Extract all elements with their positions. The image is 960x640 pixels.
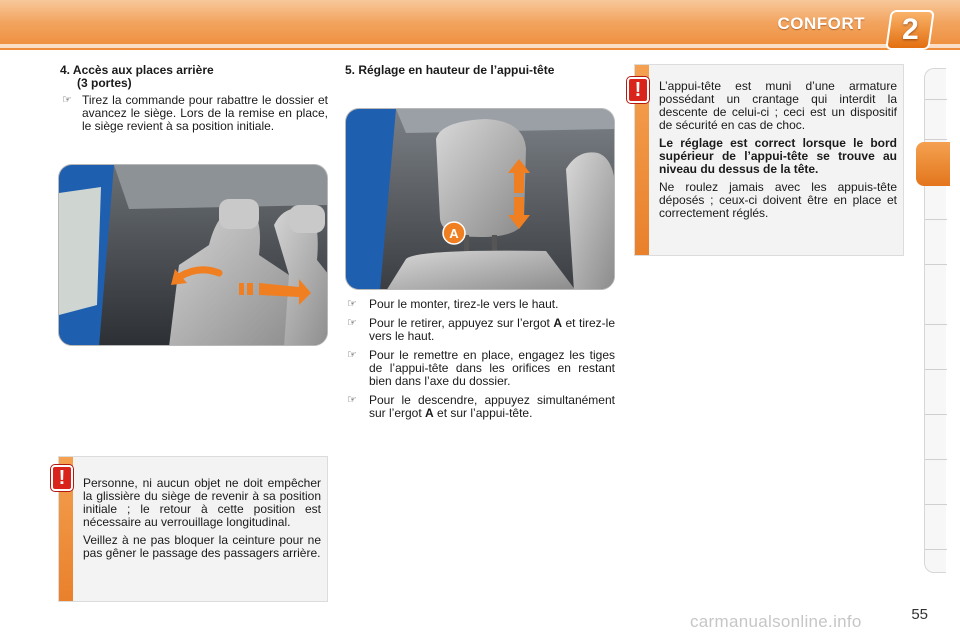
warning-icon: !: [627, 77, 649, 103]
watermark: carmanualsonline.info: [690, 612, 862, 631]
chapter-number-badge: [885, 10, 935, 50]
section-4: [60, 64, 328, 139]
chapter-title: CONFORT: [777, 14, 865, 33]
pointing-hand-icon: ☞: [62, 94, 72, 106]
headrest-warning-box: [634, 64, 904, 256]
header-stripe: [0, 44, 960, 48]
side-tab-divider: [925, 219, 947, 220]
section-4-title: 4. Accès aux places arrière: [60, 63, 214, 77]
section-5-bullet: ☞ Pour le descendre, appuyez simultanément sur l’ergot A et sur l’appui-tête.: [347, 393, 615, 420]
side-tab-divider: [925, 414, 947, 415]
side-tab-active-confort[interactable]: [916, 142, 950, 186]
chapter-number: 2: [901, 13, 919, 46]
side-tab-divider: [925, 369, 947, 370]
section-5-bullet: ☞ Pour le remettre en place, engagez les tiges de l’appui-tête dans les orifices en restant bien dans l’axe du dossier.: [347, 348, 615, 388]
headrest-adjustment-photo: [345, 108, 615, 290]
warning-text: L’appui-tête est muni d’une armature possédant un crantage qui interdit la descente de celui-ci ; ceci est un dispositif de sécurité en cas de choc. Le réglage est correct lorsque le bord supérieur de l’appui-tête se trouve au niveau du dessus de la tête. Ne roulez jamais avec les appuis-tête déposés ; ceux-ci doivent être en place et correctement réglés.: [659, 79, 897, 220]
pointing-hand-icon: ☞: [347, 349, 357, 361]
section-4-subtitle: (3 portes): [77, 76, 132, 90]
section-5-bullets: [345, 298, 615, 426]
bullet-text: Tirez la commande pour rabattre le dossier et avancez le siège. Lors de la remise en place, le siège revient à sa position initiale.: [82, 93, 328, 133]
ergot-a-label: A: [449, 226, 459, 241]
pointing-hand-icon: ☞: [347, 317, 357, 329]
warning-text: Personne, ni aucun objet ne doit empêcher la glissière du siège de revenir à sa position initiale ; le retour à cette position est nécessaire au verrouillage longitudinal. Veillez à ne pas bloquer la ceinture pour ne pas gêner le passage des passagers arrière.: [83, 476, 321, 560]
page-number: 55: [911, 606, 928, 623]
section-5-bullet: ☞ Pour le retirer, appuyez sur l’ergot A et tirez-le vers le haut.: [347, 316, 616, 343]
side-tab-divider: [925, 459, 947, 460]
section-5-bullet: ☞ Pour le monter, tirez-le vers le haut.: [347, 297, 559, 311]
section-5-title: 5. Réglage en hauteur de l’appui-tête: [345, 63, 555, 77]
side-tab-divider: [925, 504, 947, 505]
section-4-bullet: [60, 94, 328, 133]
pointing-hand-icon: ☞: [347, 298, 357, 310]
pointing-hand-icon: ☞: [347, 394, 357, 406]
rear-seat-access-photo: [58, 164, 328, 346]
side-tab-divider: [925, 139, 947, 140]
warning-icon: !: [51, 465, 73, 491]
side-tab-divider: [925, 324, 947, 325]
section-5: [345, 64, 617, 77]
side-tab-divider: [925, 549, 947, 550]
side-tab-divider: [925, 264, 947, 265]
side-tab-divider: [925, 99, 947, 100]
seat-slide-warning-box: [58, 456, 328, 602]
